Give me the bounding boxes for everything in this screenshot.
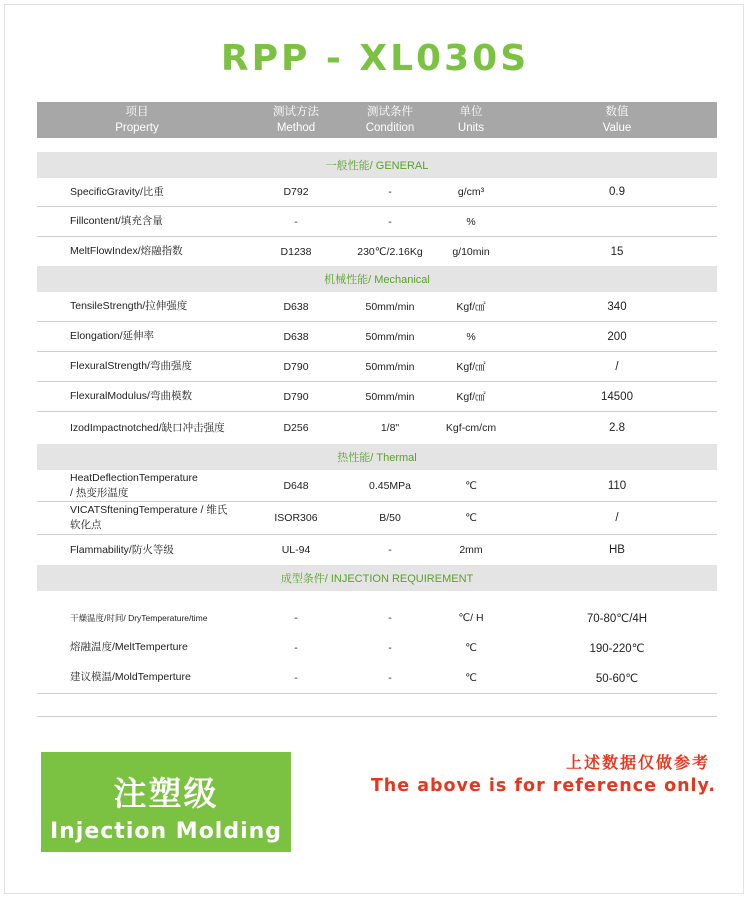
cell-method: D648 [283,479,309,492]
table-row [37,352,717,382]
cell-property: VICATSfteningTemperature / 维氏软化点 [70,504,228,531]
badge-title-en: Injection Molding [49,819,283,844]
spec-table [37,102,717,694]
cell-value: 340 [607,300,627,313]
table-row [37,322,717,352]
cell-value: / [615,360,619,373]
cell-condition: 1/8" [380,422,400,434]
divider [37,716,717,717]
cell-condition: - [388,544,392,556]
cell-method: - [294,215,298,228]
cell-condition: 50mm/min [365,390,415,403]
cell-property: 建议模温/MoldTemperture [70,671,191,683]
cell-value: 110 [607,479,627,492]
cell-value: HB [609,544,625,556]
table-row [37,207,717,237]
cell-condition: - [388,612,392,624]
cell-property: IzodImpactnotched/缺口冲击强度 [70,421,225,434]
cell-value: 2.8 [609,422,625,434]
cell-method: D790 [283,360,309,373]
cell-condition: 50mm/min [365,330,415,343]
header-method [237,102,355,138]
cell-property: HeatDeflectionTemperature / 热变形温度 [70,471,198,499]
cell-method: UL-94 [281,544,311,556]
cell-units: 2mm [459,544,483,556]
cell-property: Flammability/防火等级 [70,543,174,556]
cell-units: ℃ [465,479,477,492]
cell-property: 熔融温度/MeltTemperture [70,641,188,653]
cell-condition: 50mm/min [365,360,415,373]
cell-units: ℃ [465,671,477,684]
cell-units: ℃/ H [458,612,484,624]
disclaimer-en: The above is for reference only. [370,776,716,796]
header-condition [355,102,425,138]
table-row [37,633,717,662]
table-row [37,535,717,565]
header-method-en: Method [276,122,316,134]
header-units-cn: 单位 [459,106,483,118]
cell-method: - [294,641,298,654]
cell-units: Kgf/㎠ [456,361,486,373]
cell-condition: B/50 [379,512,401,524]
cell-property: Fillcontent/填充含量 [70,215,163,227]
disclaimer-cn: 上述数据仅做参考 [565,753,710,772]
cell-method: D638 [283,330,309,343]
cell-value: 200 [607,330,627,343]
cell-property: FlexuralModulus/弯曲模数 [70,390,192,402]
badge-title-cn: 注塑级 [113,774,219,813]
header-value [517,102,717,138]
section-mechanical: 机械性能/ Mechanical [37,266,717,292]
cell-value: 50-60℃ [595,672,639,685]
header-units-en: Units [457,122,485,134]
header-condition-en: Condition [365,122,415,134]
cell-value: / [615,512,619,524]
header-property-cn: 项目 [125,106,149,118]
cell-method: D256 [283,422,309,434]
table-row [37,292,717,322]
cell-property: 干燥温度/时间/ DryTemperature/time [70,612,208,623]
header-units [425,102,517,138]
table-row [37,502,717,535]
cell-condition: - [388,641,392,654]
cell-units: Kgf/㎠ [456,301,486,313]
header-value-cn: 数值 [605,106,629,118]
cell-units: g/cm³ [457,186,485,198]
table-row [37,603,717,633]
cell-condition: 230℃/2.16Kg [357,245,423,258]
cell-property: MeltFlowIndex/熔融指数 [70,245,183,257]
cell-condition: - [388,215,392,228]
section-thermal: 热性能/ Thermal [37,444,717,470]
cell-units: Kgf-cm/cm [445,422,497,434]
header-value-en: Value [602,122,632,134]
cell-value: 14500 [601,390,633,403]
cell-method: D790 [283,390,309,403]
cell-method: - [294,612,298,624]
table-row [37,237,717,266]
header-property [37,102,237,138]
header-method-cn: 测试方法 [273,106,319,118]
cell-value: 190-220℃ [589,642,645,655]
table-header [37,102,717,138]
header-property-en: Property [115,122,159,134]
cell-method: D792 [283,186,309,198]
cell-units: Kgf/㎠ [456,391,486,403]
cell-value: 15 [610,245,624,258]
header-condition-cn: 测试条件 [367,106,413,118]
cell-method: - [294,671,298,684]
cell-value: 0.9 [609,186,625,198]
cell-method: D638 [283,300,309,313]
cell-condition: 50mm/min [365,300,415,313]
cell-units: ℃ [465,512,477,524]
product-title: RPP - XL030S [220,38,530,79]
cell-property: FlexuralStrength/弯曲强度 [70,360,192,372]
cell-condition: - [388,671,392,684]
table-row [37,412,717,444]
section-general: 一般性能/ GENERAL [37,152,717,178]
section-injection: 成型条件/ INJECTION REQUIREMENT [37,565,717,591]
table-row [37,662,717,694]
cell-units: ℃ [465,641,477,654]
cell-property: TensileStrength/拉伸强度 [70,300,188,312]
cell-property: SpecificGravity/比重 [70,185,164,198]
cell-method: D1238 [280,245,312,258]
cell-property: Elongation/延伸率 [70,330,155,342]
cell-condition: 0.45MPa [368,479,412,492]
cell-value: 70-80℃/4H [586,613,648,625]
cell-method: ISOR306 [274,512,318,524]
table-row [37,470,717,502]
table-row [37,178,717,207]
cell-units: % [466,215,476,228]
table-row [37,382,717,412]
cell-units: % [466,330,476,343]
cell-units: g/10min [452,245,490,258]
grade-badge [41,752,291,852]
cell-condition: - [388,186,392,198]
